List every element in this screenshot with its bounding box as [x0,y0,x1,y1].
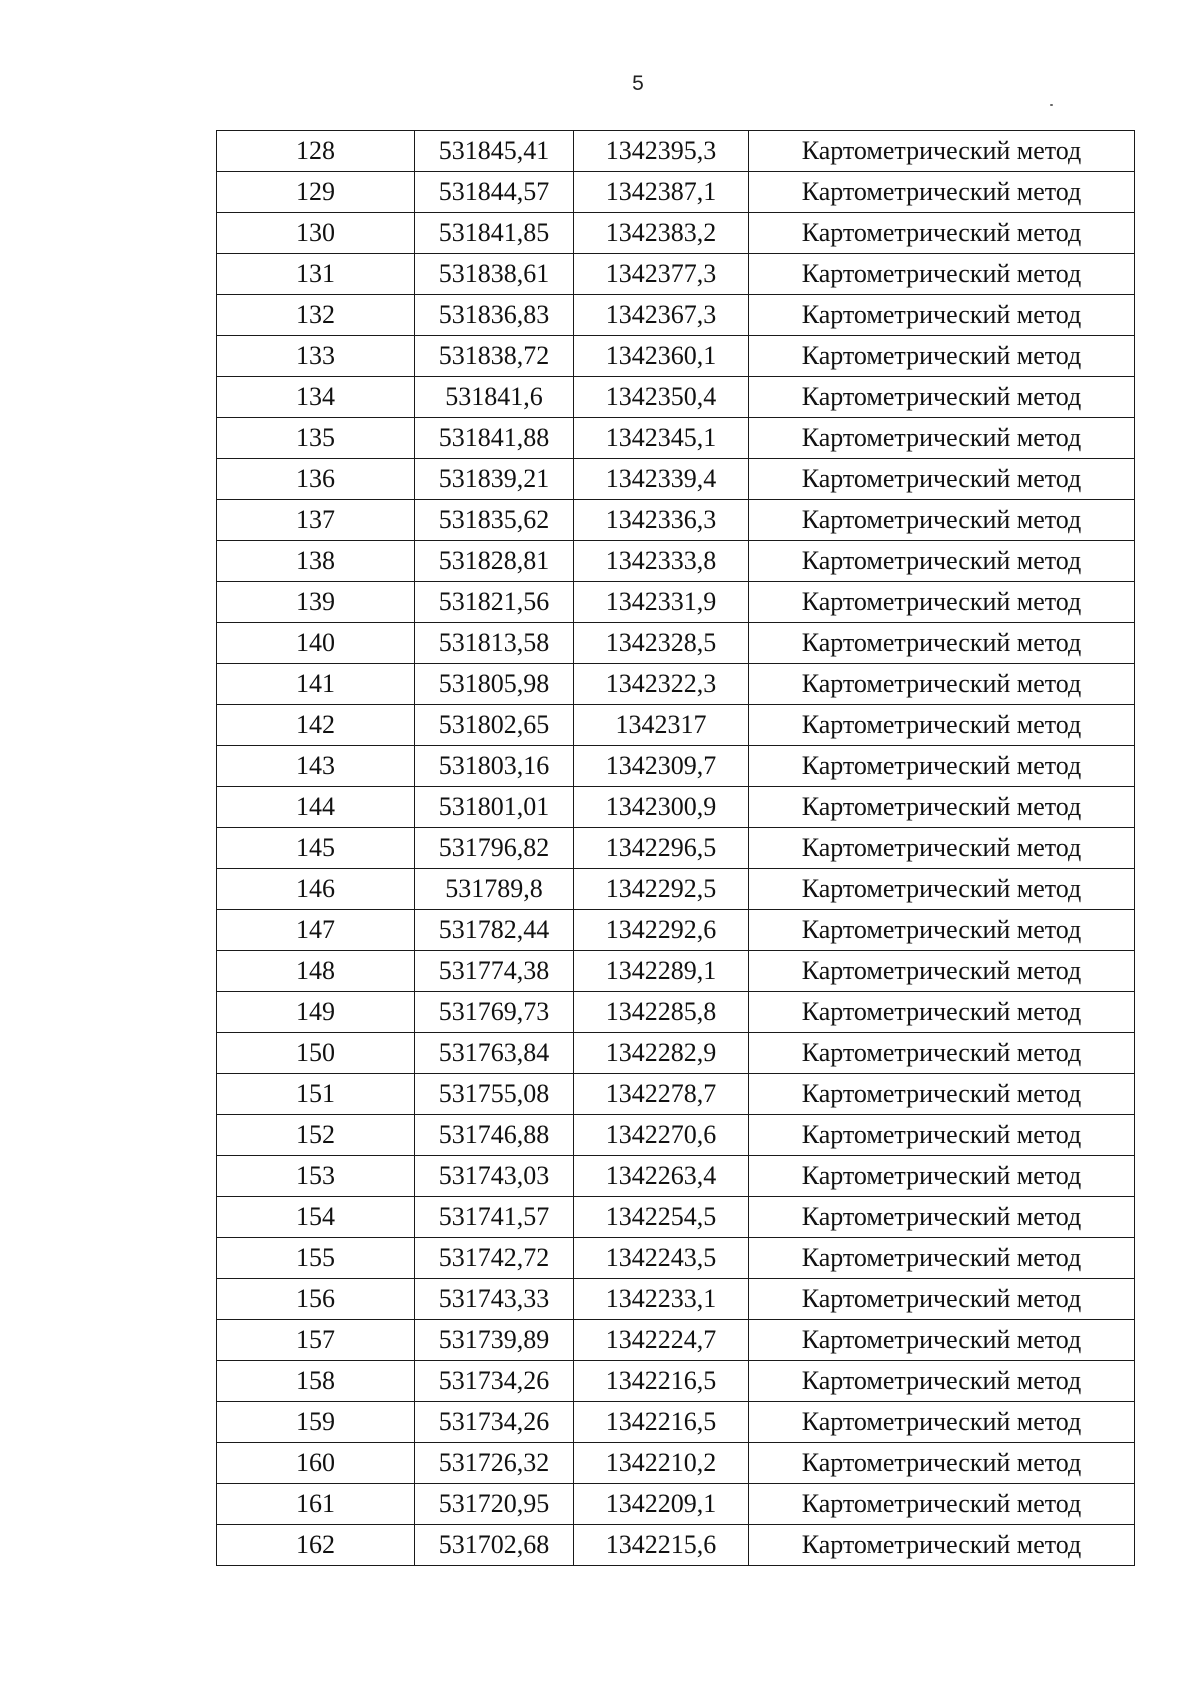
method-cell: Картометрический метод [749,1361,1135,1402]
point-number-cell: 157 [217,1320,415,1361]
point-number-cell: 162 [217,1525,415,1566]
table-row [217,1238,1135,1279]
table-row [217,1443,1135,1484]
x-coordinate-cell: 531763,84 [415,1033,574,1074]
point-number-cell: 130 [217,213,415,254]
method-cell: Картометрический метод [749,336,1135,377]
y-coordinate-cell: 1342328,5 [574,623,749,664]
method-cell: Картометрический метод [749,582,1135,623]
table-row [217,1115,1135,1156]
method-cell: Картометрический метод [749,1525,1135,1566]
x-coordinate-cell: 531796,82 [415,828,574,869]
point-number-cell: 161 [217,1484,415,1525]
table-row [217,459,1135,500]
x-coordinate-cell: 531836,83 [415,295,574,336]
table-row [217,295,1135,336]
method-cell: Картометрический метод [749,1484,1135,1525]
method-cell: Картометрический метод [749,1115,1135,1156]
x-coordinate-cell: 531821,56 [415,582,574,623]
table-row [217,664,1135,705]
scan-speck [1050,104,1053,106]
y-coordinate-cell: 1342296,5 [574,828,749,869]
method-cell: Картометрический метод [749,213,1135,254]
y-coordinate-cell: 1342300,9 [574,787,749,828]
y-coordinate-cell: 1342254,5 [574,1197,749,1238]
method-cell: Картометрический метод [749,951,1135,992]
y-coordinate-cell: 1342224,7 [574,1320,749,1361]
method-cell: Картометрический метод [749,1402,1135,1443]
coordinates-table-body [217,131,1135,1566]
y-coordinate-cell: 1342345,1 [574,418,749,459]
point-number-cell: 128 [217,131,415,172]
x-coordinate-cell: 531841,6 [415,377,574,418]
table-row [217,828,1135,869]
method-cell: Картометрический метод [749,172,1135,213]
point-number-cell: 141 [217,664,415,705]
y-coordinate-cell: 1342282,9 [574,1033,749,1074]
point-number-cell: 152 [217,1115,415,1156]
y-coordinate-cell: 1342360,1 [574,336,749,377]
x-coordinate-cell: 531741,57 [415,1197,574,1238]
x-coordinate-cell: 531841,85 [415,213,574,254]
page-number: 5 [632,72,644,95]
x-coordinate-cell: 531839,21 [415,459,574,500]
y-coordinate-cell: 1342367,3 [574,295,749,336]
point-number-cell: 138 [217,541,415,582]
x-coordinate-cell: 531726,32 [415,1443,574,1484]
y-coordinate-cell: 1342216,5 [574,1402,749,1443]
method-cell: Картометрический метод [749,992,1135,1033]
point-number-cell: 135 [217,418,415,459]
y-coordinate-cell: 1342350,4 [574,377,749,418]
table-row [217,336,1135,377]
point-number-cell: 144 [217,787,415,828]
point-number-cell: 153 [217,1156,415,1197]
method-cell: Картометрический метод [749,787,1135,828]
x-coordinate-cell: 531845,41 [415,131,574,172]
y-coordinate-cell: 1342270,6 [574,1115,749,1156]
table-row [217,1361,1135,1402]
method-cell: Картометрический метод [749,500,1135,541]
y-coordinate-cell: 1342339,4 [574,459,749,500]
point-number-cell: 155 [217,1238,415,1279]
table-row [217,1197,1135,1238]
y-coordinate-cell: 1342292,6 [574,910,749,951]
method-cell: Картометрический метод [749,910,1135,951]
table-row [217,910,1135,951]
table-row [217,377,1135,418]
y-coordinate-cell: 1342263,4 [574,1156,749,1197]
x-coordinate-cell: 531802,65 [415,705,574,746]
y-coordinate-cell: 1342233,1 [574,1279,749,1320]
y-coordinate-cell: 1342383,2 [574,213,749,254]
method-cell: Картометрический метод [749,459,1135,500]
table-row [217,787,1135,828]
point-number-cell: 131 [217,254,415,295]
table-row [217,1033,1135,1074]
x-coordinate-cell: 531743,33 [415,1279,574,1320]
x-coordinate-cell: 531801,01 [415,787,574,828]
x-coordinate-cell: 531841,88 [415,418,574,459]
point-number-cell: 142 [217,705,415,746]
table-row [217,172,1135,213]
y-coordinate-cell: 1342285,8 [574,992,749,1033]
y-coordinate-cell: 1342395,3 [574,131,749,172]
point-number-cell: 132 [217,295,415,336]
y-coordinate-cell: 1342336,3 [574,500,749,541]
method-cell: Картометрический метод [749,295,1135,336]
x-coordinate-cell: 531742,72 [415,1238,574,1279]
point-number-cell: 133 [217,336,415,377]
point-number-cell: 151 [217,1074,415,1115]
y-coordinate-cell: 1342216,5 [574,1361,749,1402]
y-coordinate-cell: 1342210,2 [574,1443,749,1484]
method-cell: Картометрический метод [749,1238,1135,1279]
point-number-cell: 154 [217,1197,415,1238]
y-coordinate-cell: 1342215,6 [574,1525,749,1566]
method-cell: Картометрический метод [749,623,1135,664]
method-cell: Картометрический метод [749,828,1135,869]
x-coordinate-cell: 531734,26 [415,1402,574,1443]
table-row [217,213,1135,254]
method-cell: Картометрический метод [749,869,1135,910]
table-row [217,1525,1135,1566]
table-row [217,541,1135,582]
point-number-cell: 160 [217,1443,415,1484]
table-row [217,418,1135,459]
point-number-cell: 140 [217,623,415,664]
point-number-cell: 137 [217,500,415,541]
x-coordinate-cell: 531774,38 [415,951,574,992]
table-row [217,869,1135,910]
table-row [217,131,1135,172]
x-coordinate-cell: 531702,68 [415,1525,574,1566]
table-row [217,1402,1135,1443]
point-number-cell: 149 [217,992,415,1033]
point-number-cell: 129 [217,172,415,213]
y-coordinate-cell: 1342209,1 [574,1484,749,1525]
x-coordinate-cell: 531835,62 [415,500,574,541]
x-coordinate-cell: 531789,8 [415,869,574,910]
y-coordinate-cell: 1342322,3 [574,664,749,705]
table-row [217,705,1135,746]
x-coordinate-cell: 531838,72 [415,336,574,377]
y-coordinate-cell: 1342317 [574,705,749,746]
method-cell: Картометрический метод [749,1443,1135,1484]
table-row [217,1156,1135,1197]
point-number-cell: 156 [217,1279,415,1320]
table-row [217,746,1135,787]
table-row [217,500,1135,541]
point-number-cell: 146 [217,869,415,910]
point-number-cell: 139 [217,582,415,623]
x-coordinate-cell: 531769,73 [415,992,574,1033]
method-cell: Картометрический метод [749,1279,1135,1320]
x-coordinate-cell: 531828,81 [415,541,574,582]
point-number-cell: 159 [217,1402,415,1443]
x-coordinate-cell: 531734,26 [415,1361,574,1402]
point-number-cell: 143 [217,746,415,787]
method-cell: Картометрический метод [749,418,1135,459]
point-number-cell: 148 [217,951,415,992]
x-coordinate-cell: 531813,58 [415,623,574,664]
x-coordinate-cell: 531838,61 [415,254,574,295]
point-number-cell: 134 [217,377,415,418]
point-number-cell: 150 [217,1033,415,1074]
point-number-cell: 158 [217,1361,415,1402]
x-coordinate-cell: 531805,98 [415,664,574,705]
table-row [217,623,1135,664]
x-coordinate-cell: 531844,57 [415,172,574,213]
y-coordinate-cell: 1342333,8 [574,541,749,582]
coordinates-table [216,130,1135,1566]
table-row [217,1484,1135,1525]
method-cell: Картометрический метод [749,1074,1135,1115]
method-cell: Картометрический метод [749,664,1135,705]
y-coordinate-cell: 1342278,7 [574,1074,749,1115]
table-row [217,1279,1135,1320]
y-coordinate-cell: 1342243,5 [574,1238,749,1279]
method-cell: Картометрический метод [749,1197,1135,1238]
x-coordinate-cell: 531746,88 [415,1115,574,1156]
method-cell: Картометрический метод [749,1033,1135,1074]
x-coordinate-cell: 531755,08 [415,1074,574,1115]
method-cell: Картометрический метод [749,541,1135,582]
point-number-cell: 136 [217,459,415,500]
method-cell: Картометрический метод [749,746,1135,787]
method-cell: Картометрический метод [749,377,1135,418]
table-row [217,1320,1135,1361]
table-row [217,992,1135,1033]
x-coordinate-cell: 531739,89 [415,1320,574,1361]
method-cell: Картометрический метод [749,1156,1135,1197]
x-coordinate-cell: 531782,44 [415,910,574,951]
x-coordinate-cell: 531803,16 [415,746,574,787]
y-coordinate-cell: 1342377,3 [574,254,749,295]
y-coordinate-cell: 1342387,1 [574,172,749,213]
table-row [217,582,1135,623]
x-coordinate-cell: 531743,03 [415,1156,574,1197]
y-coordinate-cell: 1342331,9 [574,582,749,623]
method-cell: Картометрический метод [749,705,1135,746]
table-row [217,951,1135,992]
method-cell: Картометрический метод [749,254,1135,295]
y-coordinate-cell: 1342292,5 [574,869,749,910]
y-coordinate-cell: 1342309,7 [574,746,749,787]
method-cell: Картометрический метод [749,131,1135,172]
table-row [217,1074,1135,1115]
point-number-cell: 147 [217,910,415,951]
method-cell: Картометрический метод [749,1320,1135,1361]
y-coordinate-cell: 1342289,1 [574,951,749,992]
table-row [217,254,1135,295]
point-number-cell: 145 [217,828,415,869]
x-coordinate-cell: 531720,95 [415,1484,574,1525]
